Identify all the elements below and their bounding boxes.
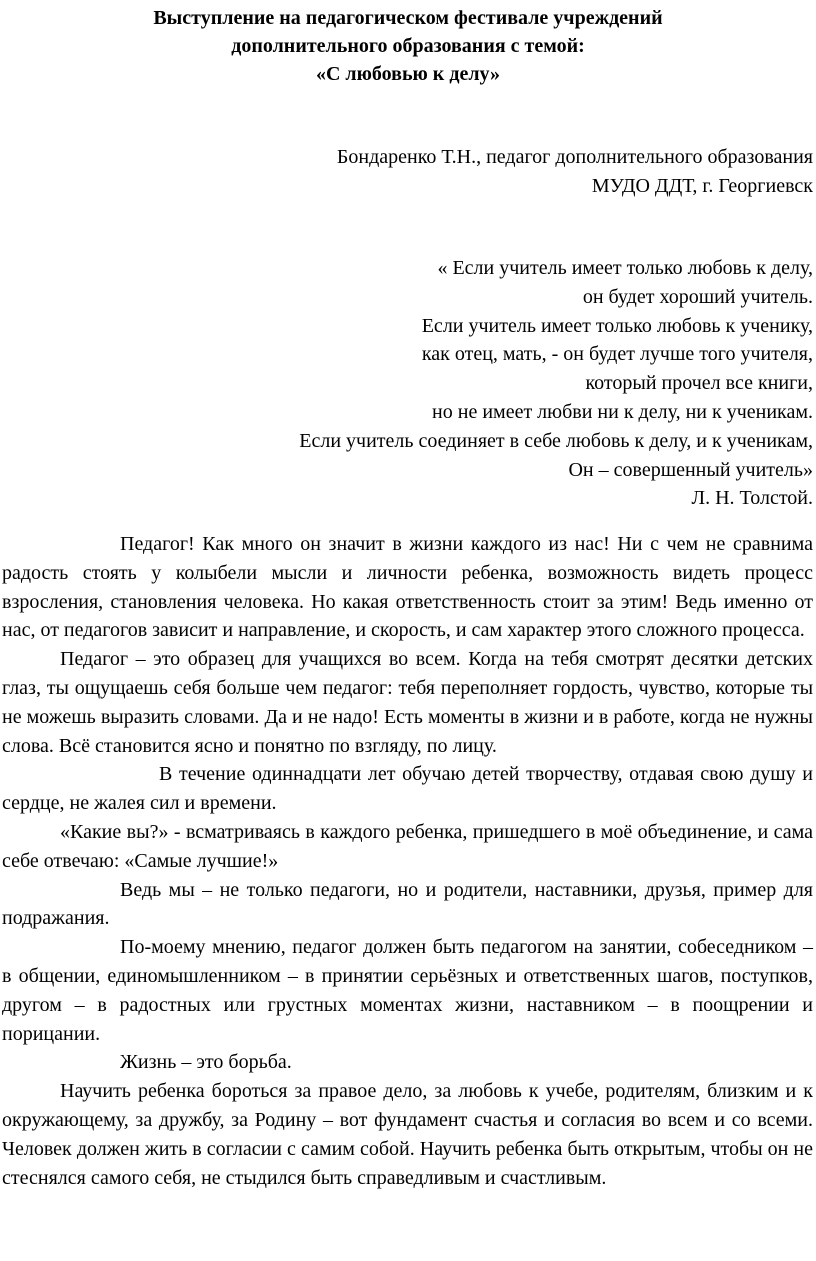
title-line-3: «С любовью к делу»: [315, 63, 501, 85]
epigraph-line: Если учитель соединяет в себе любовь к делу, и к ученикам,: [299, 429, 813, 452]
body-paragraph: Жизнь – это борьба.: [120, 1051, 292, 1074]
epigraph-line: как отец, мать, - он будет лучше того учителя,: [421, 343, 813, 366]
title-line-1: Выступление на педагогическом фестивале учреждений: [153, 7, 663, 29]
body-paragraph: В течение одиннадцати лет обучаю детей творчеству, отдавая свою душу и сердце, не жалея сил и времени.: [2, 763, 813, 815]
epigraph-line: он будет хороший учитель.: [582, 285, 813, 308]
body-paragraph: Педагог! Как много он значит в жизни каждого из нас! Ни с чем не сравнима радость стоять у колыбели мысли и личности ребенка, возможность видеть процесс взросления, становления человека. Но какая ответственность стоит за этим! Ведь именно от нас, от педагогов зависит и направление, и скорость, и сам характер этого сложного процесса.: [2, 533, 813, 642]
title-line-2: дополнительного образования с темой:: [231, 35, 585, 57]
document-body: [2, 530, 813, 1192]
epigraph-line: « Если учитель имеет только любовь к делу,: [437, 257, 813, 279]
body-paragraph: Педагог – это образец для учащихся во всем. Когда на тебя смотрят десятки детских глаз, ты ощущаешь себя больше чем педагог: тебя переполняет гордость, чувство, которые ты не можешь выразить словами. Да и не надо! Есть моменты в жизни и в работе, когда не нужны слова. Всё становится ясно и понятно по взгляду, по лицу.: [2, 648, 813, 757]
body-paragraph: По-моему мнению, педагог должен быть педагогом на занятии, собеседником – в общении, единомышленником – в принятии серьёзных и ответственных шагов, поступков, другом – в радостных или грустных моментах жизни, наставником – в поощрении и порицании.: [2, 936, 813, 1045]
epigraph: [299, 254, 813, 513]
epigraph-line: но не имеет любви ни к делу, ни к ученикам.: [432, 400, 813, 423]
body-paragraph: Научить ребенка бороться за правое дело, за любовь к учебе, родителям, близким и к окружающему, за дружбу, за Родину – вот фундамент счастья и согласия во всем и со всеми. Человек должен жить в согласии с самим собой. Научить ребенка быть открытым, чтобы он не стеснялся самого себя, не стыдился быть справедливым и счастливым.: [2, 1080, 813, 1189]
body-paragraph: «Какие вы?» - всматриваясь в каждого ребенка, пришедшего в моё объединение, и сама себе отвечаю: «Самые лучшие!»: [2, 820, 813, 872]
epigraph-line: который прочел все книги,: [585, 372, 813, 395]
author-block: [337, 143, 813, 201]
author-line-2: МУДО ДДТ, г. Георгиевск: [591, 175, 813, 197]
document-title: [0, 4, 816, 88]
body-paragraph: Ведь мы – не только педагоги, но и родители, наставники, друзья, пример для подражания.: [2, 878, 813, 930]
author-line-1: Бондаренко Т.Н., педагог дополнительного образования: [336, 146, 813, 168]
epigraph-attribution: Л. Н. Толстой.: [691, 487, 813, 510]
epigraph-line: Он – совершенный учитель»: [568, 458, 813, 481]
epigraph-line: Если учитель имеет только любовь к ученику,: [421, 314, 813, 337]
